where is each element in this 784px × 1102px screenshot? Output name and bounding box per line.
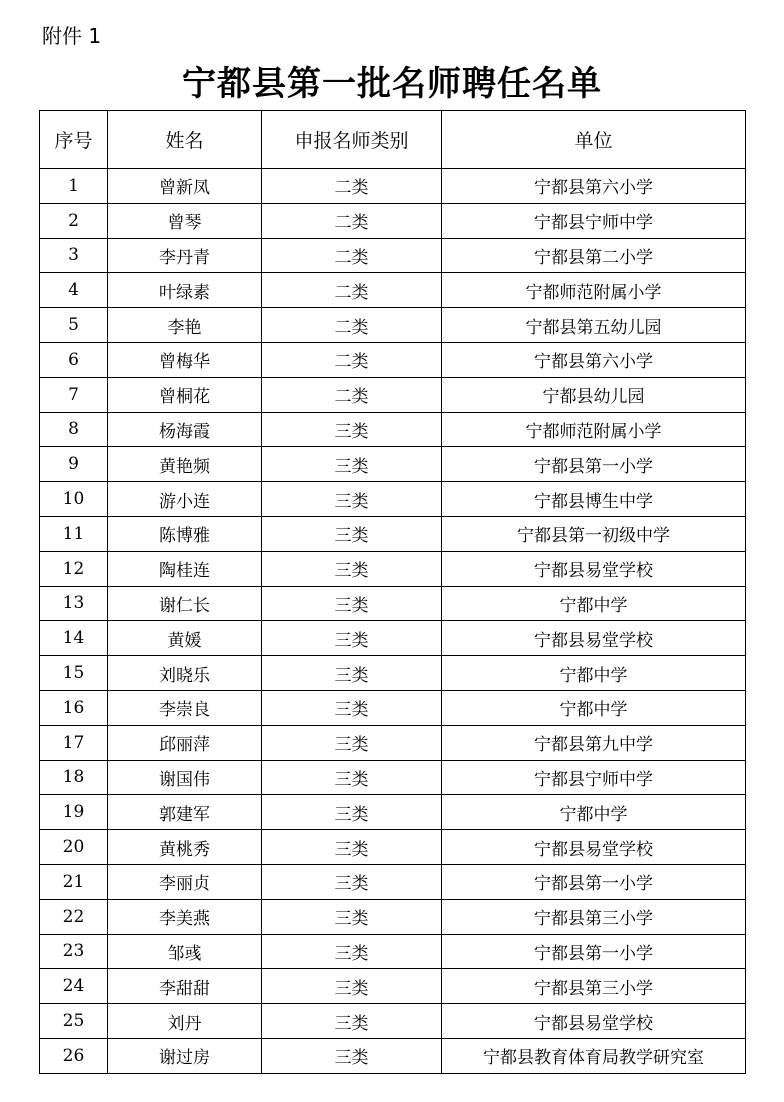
cell-no: 1 [40,169,108,204]
cell-no: 13 [40,586,108,621]
cell-unit: 宁都县宁师中学 [442,760,746,795]
cell-unit: 宁都县第一小学 [442,934,746,969]
cell-name: 李艳 [108,308,262,343]
cell-unit: 宁都县易堂学校 [442,830,746,865]
cell-name: 陶桂连 [108,551,262,586]
cell-unit: 宁都县易堂学校 [442,621,746,656]
cell-category: 二类 [262,169,442,204]
table-body [40,169,746,1074]
cell-category: 三类 [262,830,442,865]
cell-no: 9 [40,447,108,482]
table-row [40,482,746,517]
cell-name: 李崇良 [108,690,262,725]
cell-name: 黄桃秀 [108,830,262,865]
table-row [40,377,746,412]
table-row [40,1004,746,1039]
cell-unit: 宁都中学 [442,586,746,621]
cell-category: 二类 [262,342,442,377]
cell-unit: 宁都县第六小学 [442,169,746,204]
cell-unit: 宁都师范附属小学 [442,412,746,447]
cell-no: 15 [40,656,108,691]
cell-name: 叶绿素 [108,273,262,308]
cell-category: 三类 [262,725,442,760]
cell-unit: 宁都县第三小学 [442,969,746,1004]
cell-no: 17 [40,725,108,760]
document-title: 宁都县第一批名师聘任名单 [182,64,602,104]
cell-no: 20 [40,830,108,865]
table-row [40,760,746,795]
cell-category: 三类 [262,1038,442,1073]
cell-no: 23 [40,934,108,969]
cell-category: 三类 [262,690,442,725]
table-row [40,551,746,586]
cell-unit: 宁都县第六小学 [442,342,746,377]
cell-no: 12 [40,551,108,586]
table-row [40,342,746,377]
cell-no: 18 [40,760,108,795]
table-row [40,586,746,621]
cell-no: 26 [40,1038,108,1073]
cell-category: 三类 [262,621,442,656]
table-row [40,621,746,656]
cell-name: 刘晓乐 [108,656,262,691]
cell-category: 三类 [262,899,442,934]
cell-no: 8 [40,412,108,447]
cell-category: 二类 [262,238,442,273]
cell-no: 2 [40,203,108,238]
cell-no: 4 [40,273,108,308]
cell-unit: 宁都师范附属小学 [442,273,746,308]
cell-name: 邱丽萍 [108,725,262,760]
cell-name: 刘丹 [108,1004,262,1039]
cell-no: 22 [40,899,108,934]
cell-category: 二类 [262,308,442,343]
cell-unit: 宁都县第一小学 [442,447,746,482]
table-row [40,203,746,238]
teacher-roster-table [39,110,746,1074]
cell-category: 二类 [262,203,442,238]
header-name: 姓名 [108,111,262,169]
cell-name: 李丹青 [108,238,262,273]
cell-unit: 宁都县易堂学校 [442,551,746,586]
table-row [40,273,746,308]
cell-no: 11 [40,516,108,551]
cell-category: 三类 [262,934,442,969]
table-row [40,830,746,865]
cell-category: 三类 [262,586,442,621]
cell-unit: 宁都县教育体育局教学研究室 [442,1038,746,1073]
cell-no: 3 [40,238,108,273]
cell-unit: 宁都县第五幼儿园 [442,308,746,343]
header-unit: 单位 [442,111,746,169]
table-row [40,969,746,1004]
table-row [40,864,746,899]
table-row [40,934,746,969]
cell-category: 三类 [262,969,442,1004]
cell-category: 三类 [262,795,442,830]
cell-name: 谢国伟 [108,760,262,795]
cell-category: 三类 [262,482,442,517]
cell-name: 杨海霞 [108,412,262,447]
cell-name: 游小连 [108,482,262,517]
cell-no: 21 [40,864,108,899]
cell-unit: 宁都中学 [442,795,746,830]
cell-name: 邹彧 [108,934,262,969]
cell-name: 郭建军 [108,795,262,830]
attachment-label: 附件 1 [42,24,102,48]
cell-unit: 宁都县第一初级中学 [442,516,746,551]
table-row [40,795,746,830]
cell-no: 6 [40,342,108,377]
cell-name: 李甜甜 [108,969,262,1004]
cell-unit: 宁都中学 [442,656,746,691]
cell-category: 三类 [262,760,442,795]
table-row [40,516,746,551]
cell-name: 曾新凤 [108,169,262,204]
cell-name: 黄媛 [108,621,262,656]
cell-category: 二类 [262,273,442,308]
cell-unit: 宁都县博生中学 [442,482,746,517]
cell-category: 三类 [262,516,442,551]
cell-unit: 宁都县第一小学 [442,864,746,899]
cell-name: 李美燕 [108,899,262,934]
cell-unit: 宁都县第三小学 [442,899,746,934]
cell-category: 三类 [262,412,442,447]
cell-unit: 宁都县易堂学校 [442,1004,746,1039]
cell-unit: 宁都县宁师中学 [442,203,746,238]
cell-no: 24 [40,969,108,1004]
table-row [40,412,746,447]
table-header-row [40,111,746,169]
cell-no: 5 [40,308,108,343]
cell-no: 10 [40,482,108,517]
cell-name: 曾桐花 [108,377,262,412]
cell-no: 14 [40,621,108,656]
table-row [40,656,746,691]
cell-name: 谢仁长 [108,586,262,621]
table-row [40,690,746,725]
header-category: 申报名师类别 [262,111,442,169]
table-row [40,308,746,343]
cell-category: 二类 [262,377,442,412]
cell-no: 7 [40,377,108,412]
header-no: 序号 [40,111,108,169]
cell-name: 曾琴 [108,203,262,238]
cell-category: 三类 [262,551,442,586]
cell-no: 19 [40,795,108,830]
cell-no: 16 [40,690,108,725]
cell-category: 三类 [262,864,442,899]
table-row [40,447,746,482]
table-row [40,169,746,204]
cell-name: 黄艳频 [108,447,262,482]
cell-no: 25 [40,1004,108,1039]
table-row [40,1038,746,1073]
table-row [40,725,746,760]
cell-name: 谢过房 [108,1038,262,1073]
cell-unit: 宁都中学 [442,690,746,725]
table-row [40,899,746,934]
cell-unit: 宁都县第二小学 [442,238,746,273]
cell-category: 三类 [262,656,442,691]
cell-category: 三类 [262,447,442,482]
cell-name: 曾梅华 [108,342,262,377]
cell-category: 三类 [262,1004,442,1039]
cell-name: 陈博雅 [108,516,262,551]
table-row [40,238,746,273]
cell-unit: 宁都县幼儿园 [442,377,746,412]
cell-name: 李丽贞 [108,864,262,899]
cell-unit: 宁都县第九中学 [442,725,746,760]
